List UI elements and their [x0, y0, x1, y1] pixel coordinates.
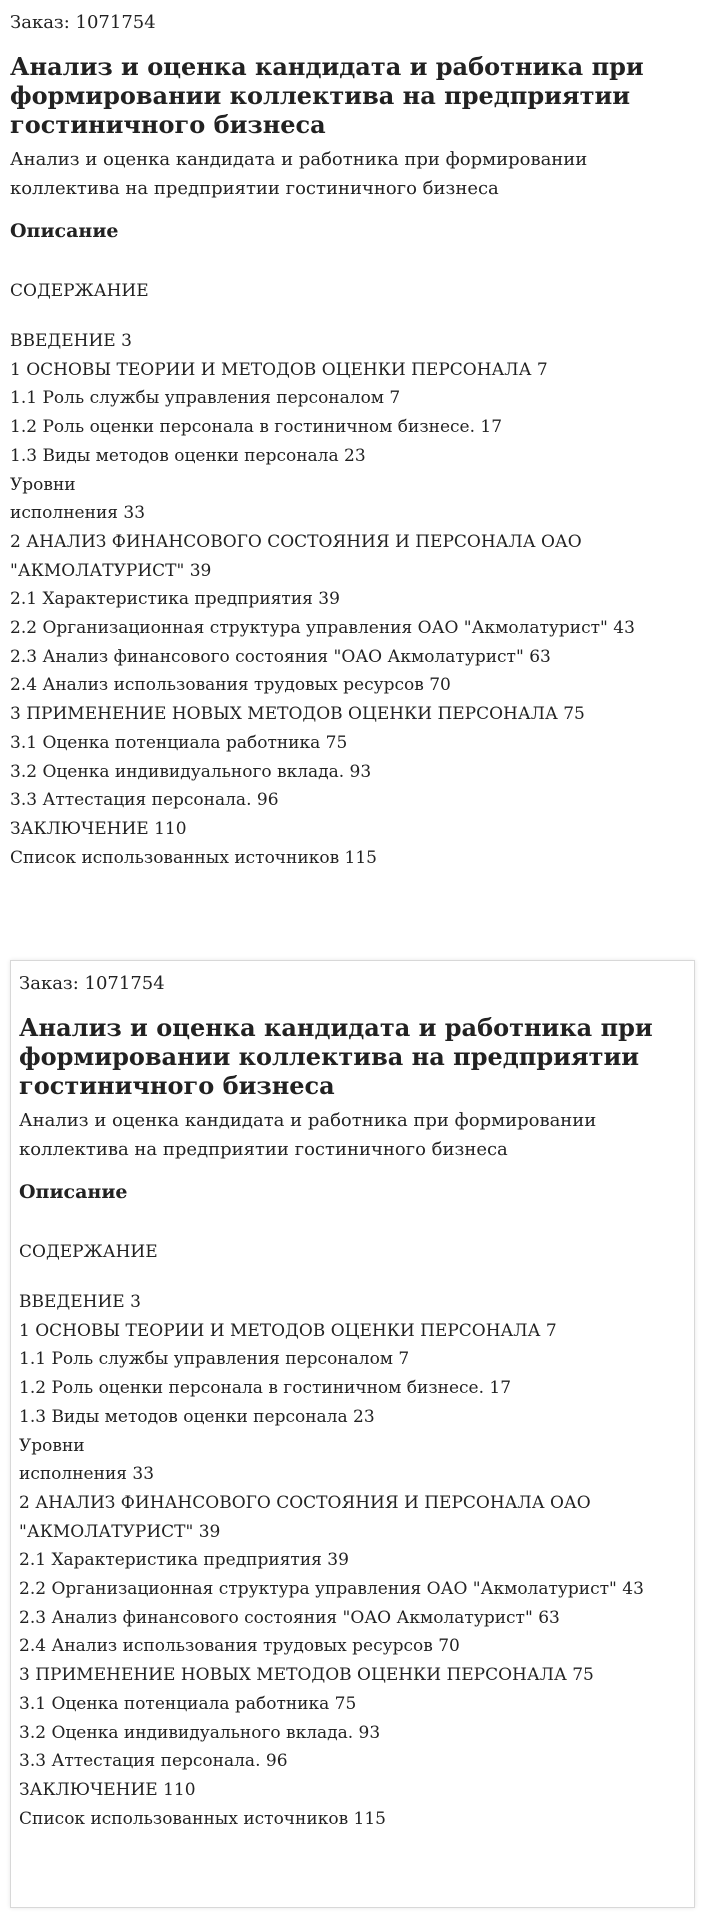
toc-item: 1.2 Роль оценки персонала в гостиничном бизнесе. 17 [19, 1378, 512, 1399]
toc-item: исполнения 33 [19, 1464, 155, 1485]
work-subtitle [19, 1106, 686, 1164]
toc-item: 2.2 Организационная структура управления ОАО "Акмолатурист" 43 [19, 1579, 644, 1600]
toc-item: 1 ОСНОВЫ ТЕОРИИ И МЕТОДОВ ОЦЕНКИ ПЕРСОНАЛА 7 [10, 359, 548, 380]
toc-item: Уровни [10, 474, 76, 495]
order-card-1 [0, 0, 701, 905]
work-title-line-2: формировании коллектива на предприятии [10, 81, 631, 110]
toc-item: 1.1 Роль службы управления персоналом 7 [19, 1349, 410, 1370]
description-heading: Описание [19, 1181, 128, 1203]
work-subtitle-line-2: коллектива на предприятии гостиничного бизнеса [10, 178, 499, 199]
toc-item: Список использованных источников 115 [19, 1808, 386, 1829]
order-number: Заказ: 1071754 [10, 12, 156, 33]
toc-item: 2.3 Анализ финансового состояния "ОАО Акмолатурист" 63 [10, 646, 551, 667]
order-card-2 [10, 960, 695, 1908]
toc-heading: СОДЕРЖАНИЕ [10, 281, 149, 301]
toc-list [19, 1288, 686, 1833]
toc-item: 3 ПРИМЕНЕНИЕ НОВЫХ МЕТОДОВ ОЦЕНКИ ПЕРСОНАЛА 75 [19, 1665, 594, 1686]
toc-item: 1.3 Виды методов оценки персонала 23 [19, 1406, 375, 1427]
toc-item: Уровни [19, 1435, 85, 1456]
toc-item: исполнения 33 [10, 503, 146, 524]
work-title-line-1: Анализ и оценка кандидата и работника при [10, 52, 644, 81]
toc-item: ВВЕДЕНИЕ 3 [10, 331, 132, 351]
toc-item: 2.1 Характеристика предприятия 39 [19, 1550, 349, 1571]
work-title-line-1: Анализ и оценка кандидата и работника при [19, 1013, 653, 1042]
work-title-line-3: гостиничного бизнеса [10, 110, 326, 139]
toc-item: 3.3 Аттестация персонала. 96 [19, 1751, 288, 1772]
toc-item: 2.2 Организационная структура управления ОАО "Акмолатурист" 43 [10, 618, 635, 639]
toc-item: 2.4 Анализ использования трудовых ресурсов 70 [10, 675, 451, 696]
toc-item: "АКМОЛАТУРИСТ" 39 [10, 560, 212, 581]
toc-item: Список использованных источников 115 [10, 847, 377, 868]
toc-item: 3.2 Оценка индивидуального вклада. 93 [19, 1722, 381, 1743]
toc-item: ВВЕДЕНИЕ 3 [19, 1292, 141, 1312]
toc-item: ЗАКЛЮЧЕНИЕ 110 [10, 818, 187, 839]
toc-item: 2 АНАЛИЗ ФИНАНСОВОГО СОСТОЯНИЯ И ПЕРСОНАЛА ОАО [10, 531, 582, 552]
toc-item: 3.2 Оценка индивидуального вклада. 93 [10, 761, 372, 782]
order-number: Заказ: 1071754 [19, 973, 165, 994]
toc-item: 2.3 Анализ финансового состояния "ОАО Акмолатурист" 63 [19, 1607, 560, 1628]
toc-item: 3.1 Оценка потенциала работника 75 [10, 732, 348, 753]
work-title[interactable] [10, 52, 691, 139]
work-subtitle [10, 145, 691, 203]
toc-item: 3.1 Оценка потенциала работника 75 [19, 1693, 357, 1714]
toc-item: 3.3 Аттестация персонала. 96 [10, 790, 279, 811]
toc-item: 2 АНАЛИЗ ФИНАНСОВОГО СОСТОЯНИЯ И ПЕРСОНАЛА ОАО [19, 1492, 591, 1513]
toc-item: ЗАКЛЮЧЕНИЕ 110 [19, 1779, 196, 1800]
work-title-line-3: гостиничного бизнеса [19, 1071, 335, 1100]
work-subtitle-line-1: Анализ и оценка кандидата и работника при формировании [10, 149, 588, 170]
toc-item: 1.3 Виды методов оценки персонала 23 [10, 445, 366, 466]
work-subtitle-line-2: коллектива на предприятии гостиничного бизнеса [19, 1139, 508, 1160]
work-title[interactable] [19, 1013, 686, 1100]
toc-item: "АКМОЛАТУРИСТ" 39 [19, 1521, 221, 1542]
toc-heading: СОДЕРЖАНИЕ [19, 1242, 158, 1262]
description-heading: Описание [10, 220, 119, 242]
toc-item: 2.4 Анализ использования трудовых ресурсов 70 [19, 1636, 460, 1657]
toc-item: 1.2 Роль оценки персонала в гостиничном бизнесе. 17 [10, 417, 503, 438]
work-subtitle-line-1: Анализ и оценка кандидата и работника при формировании [19, 1110, 597, 1131]
toc-item: 2.1 Характеристика предприятия 39 [10, 589, 340, 610]
toc-item: 1.1 Роль службы управления персоналом 7 [10, 388, 401, 409]
work-title-line-2: формировании коллектива на предприятии [19, 1042, 640, 1071]
toc-list [10, 327, 691, 872]
toc-item: 1 ОСНОВЫ ТЕОРИИ И МЕТОДОВ ОЦЕНКИ ПЕРСОНАЛА 7 [19, 1320, 557, 1341]
toc-item: 3 ПРИМЕНЕНИЕ НОВЫХ МЕТОДОВ ОЦЕНКИ ПЕРСОНАЛА 75 [10, 704, 585, 725]
